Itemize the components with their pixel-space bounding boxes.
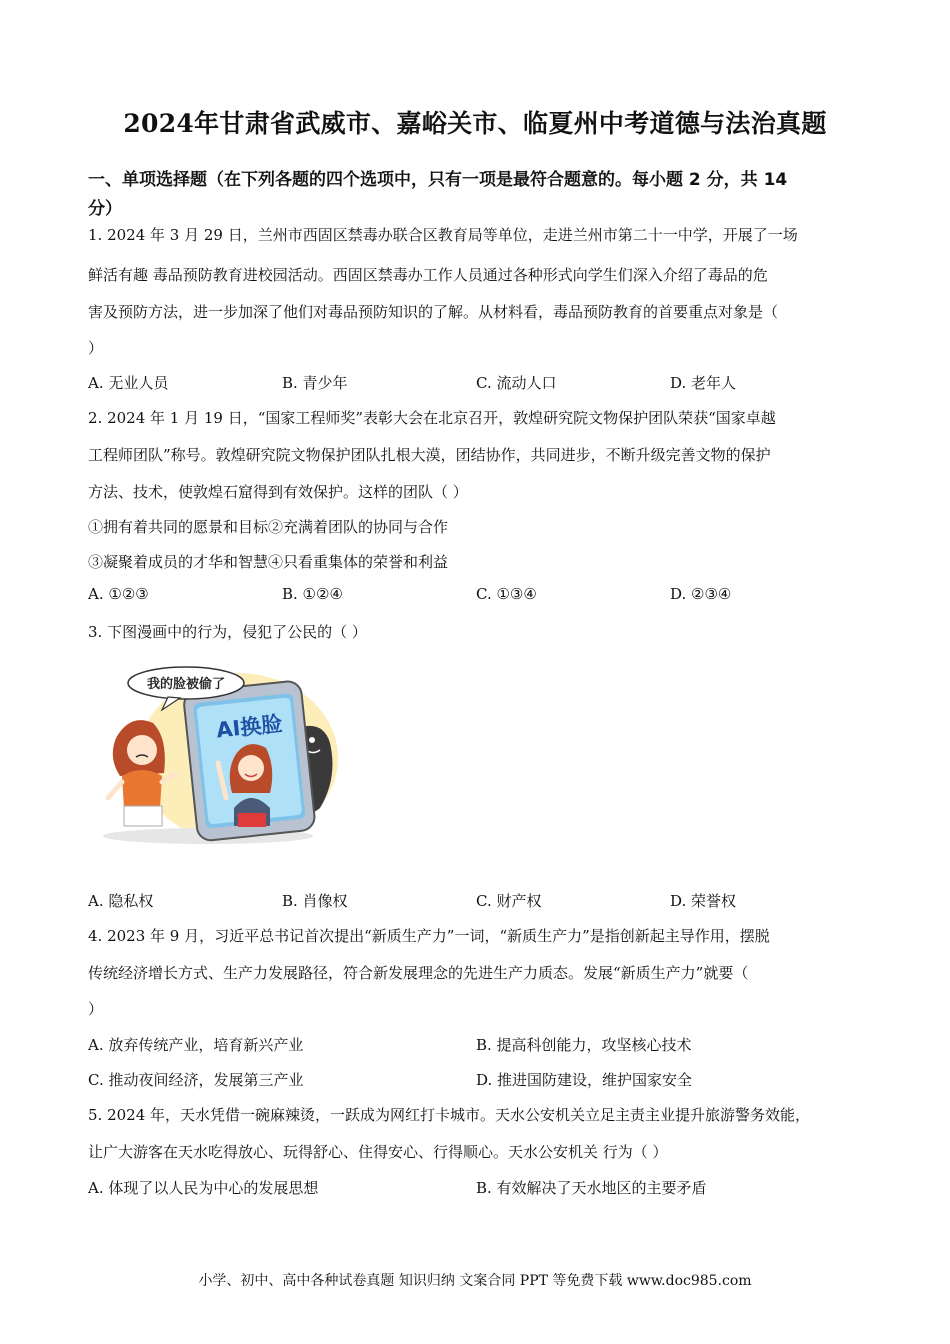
q3-option-a: A. 隐私权 (88, 892, 154, 910)
q5-option-a: A. 体现了以人民为中心的发展思想 (88, 1179, 319, 1197)
q1-option-d: D. 老年人 (670, 374, 737, 392)
q1-line3: 害及预防方法，进一步加深了他们对毒品预防知识的了解。从材料看，毒品预防教育的首要重点对象是（ (88, 303, 779, 321)
section-heading-line2: 分） (88, 199, 122, 219)
q2-line1: 2. 2024 年 1 月 19 日，“国家工程师奖”表彰大会在北京召开，敦煌研究院文物保护团队荣获“国家卓越 (88, 409, 776, 427)
phone-label: AI换脸 (215, 711, 284, 743)
q2-statement2: ③凝聚着成员的才华和智慧④只看重集体的荣誉和利益 (88, 553, 449, 571)
q4-option-d: D. 推进国防建设，维护国家安全 (476, 1071, 693, 1089)
q3-line1: 3. 下图漫画中的行为，侵犯了公民的（ ） (88, 623, 367, 641)
q2-option-c: C. ①③④ (476, 585, 537, 603)
q4-option-b: B. 提高科创能力，攻坚核心技术 (476, 1036, 692, 1054)
q1-option-b: B. 青少年 (282, 374, 348, 392)
q3-option-b: B. 肖像权 (282, 892, 348, 910)
q1-line4: ） (88, 339, 104, 357)
q1-line1: 1. 2024 年 3 月 29 日，兰州市西固区禁毒办联合区教育局等单位，走进兰州市第二十一中学，开展了一场 (88, 226, 798, 244)
q1-line2: 鲜活有趣 毒品预防教育进校园活动。西固区禁毒办工作人员通过各种形式向学生们深入介绍了毒品的危 (88, 266, 768, 284)
bubble-text: 我的脸被偷了 (146, 677, 226, 692)
q2-line3: 方法、技术，使敦煌石窟得到有效保护。这样的团队（ ） (88, 483, 468, 501)
q1-option-a: A. 无业人员 (88, 374, 169, 392)
q4-line1: 4. 2023 年 9 月，习近平总书记首次提出“新质生产力”一词，“新质生产力”是指创新起主导作用，摆脱 (88, 927, 770, 945)
ai-face-swap-cartoon (98, 658, 343, 848)
q4-option-c: C. 推动夜间经济，发展第三产业 (88, 1071, 304, 1089)
q3-option-d: D. 荣誉权 (670, 892, 737, 910)
page-title: 2024年甘肃省武威市、嘉峪关市、临夏州中考道德与法治真题 (123, 109, 827, 138)
q2-option-b: B. ①②④ (282, 585, 343, 603)
q3-option-c: C. 财产权 (476, 892, 542, 910)
q2-line2: 工程师团队”称号。敦煌研究院文物保护团队扎根大漠，团结协作，共同进步，不断升级完善文物的保护 (88, 446, 771, 464)
q1-option-c: C. 流动人口 (476, 374, 557, 392)
q2-option-d: D. ②③④ (670, 585, 732, 603)
q5-line2: 让广大游客在天水吃得放心、玩得舒心、住得安心、行得顺心。天水公安机关 行为（ ） (88, 1143, 668, 1161)
q2-statement1: ①拥有着共同的愿景和目标②充满着团队的协同与合作 (88, 518, 449, 536)
section-heading-line1: 一、单项选择题（在下列各题的四个选项中，只有一项是最符合题意的。每小题 2 分，共 14 (88, 170, 788, 190)
q5-line1: 5. 2024 年，天水凭借一碗麻辣烫，一跃成为网红打卡城市。天水公安机关立足主责主业提升旅游警务效能， (88, 1106, 811, 1124)
page-footer: 小学、初中、高中各种试卷真题 知识归纳 文案合同 PPT 等免费下载 www.doc985.com (198, 1273, 752, 1289)
q4-line2: 传统经济增长方式、生产力发展路径，符合新发展理念的先进生产力质态。发展“新质生产力”就要（ (88, 964, 749, 982)
q2-option-a: A. ①②③ (88, 585, 149, 603)
q4-option-a: A. 放弃传统产业，培育新兴产业 (88, 1036, 304, 1054)
q4-line3: ） (88, 1000, 104, 1018)
q5-option-b: B. 有效解决了天水地区的主要矛盾 (476, 1179, 707, 1197)
